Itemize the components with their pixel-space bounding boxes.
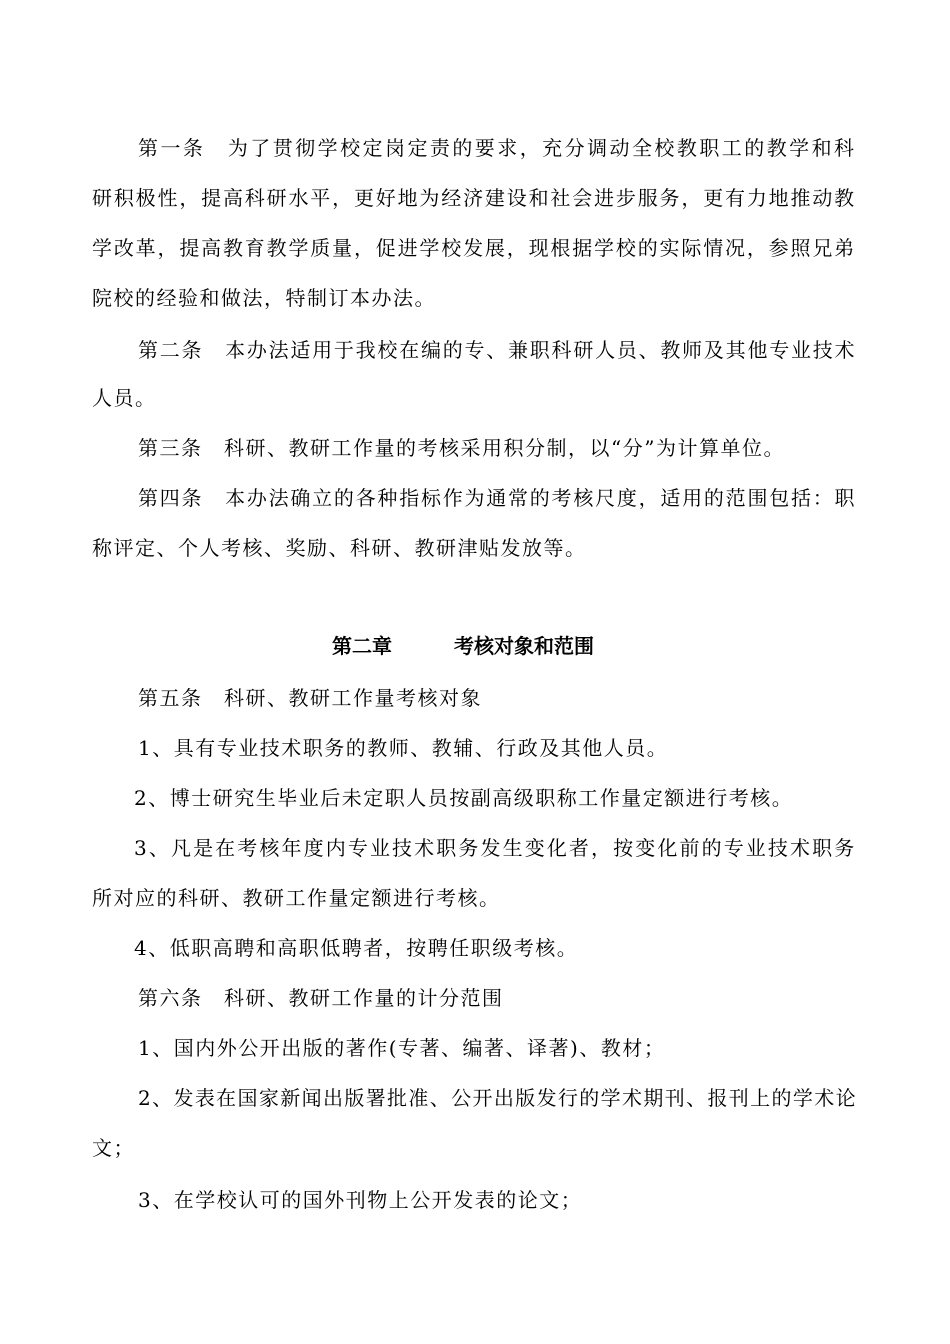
article-5-item-3-line-2: 所对应的科研、教研工作量定额进行考核。 — [92, 886, 501, 910]
article-2-line-1: 第 二 条 本 办 法 适 用 于 我 校 在 编 的 专 、 兼 职 科 研 人 员 、 教 师 及 其 他 专 业 技 术 — [138, 338, 856, 362]
article-1-line-3: 学 改 革 ， 提 高 教 育 教 学 质 量 ， 促 进 学 校 发 展 ， 现 根 据 学 校 的 实 际 情 况 ， 参 照 兄 弟 — [92, 236, 856, 260]
article-5-item-4: 4、低职高聘和高职低聘者，按聘任职级考核。 — [134, 936, 579, 960]
article-3-line-1: 第三条 科研、教研工作量的考核采用积分制，以“分”为计算单位。 — [138, 436, 785, 460]
article-1-line-4: 院校的经验和做法，特制订本办法。 — [92, 286, 436, 310]
article-5-item-2: 2、博士研究生毕业后未定职人员按副高级职称工作量定额进行考核。 — [134, 786, 794, 810]
article-5-item-1: 1、具有专业技术职务的教师、教辅、行政及其他人员。 — [138, 736, 669, 760]
article-6-line-1: 第六条 科研、教研工作量的计分范围 — [138, 986, 504, 1010]
chapter-number: 第二章 — [332, 634, 392, 658]
article-6-item-1: 1、国内外公开出版的著作(专著、编著、译著)、教材； — [138, 1036, 666, 1060]
article-5-line-1: 第五条 科研、教研工作量考核对象 — [138, 686, 482, 710]
chapter-heading — [332, 634, 594, 658]
article-6-item-2-line-1: 2 、 发 表 在 国 家 新 闻 出 版 署 批 准 、 公 开 出 版 发 行 的 学 术 期 刊 、 报 刊 上 的 学 术 论 — [138, 1086, 856, 1110]
article-1-line-1: 第 一 条 为 了 贯 彻 学 校 定 岗 定 责 的 要 求 ， 充 分 调 动 全 校 教 职 工 的 教 学 和 科 — [138, 136, 856, 160]
article-2-line-2: 人员。 — [92, 386, 157, 410]
article-6-item-3: 3、在学校认可的国外刊物上公开发表的论文； — [138, 1188, 583, 1212]
article-1-line-2: 研 积 极 性 ， 提 高 科 研 水 平 ， 更 好 地 为 经 济 建 设 和 社 会 进 步 服 务 ， 更 有 力 地 推 动 教 — [92, 186, 856, 210]
article-5-item-3-line-1: 3 、 凡 是 在 考 核 年 度 内 专 业 技 术 职 务 发 生 变 化 者 ， 按 变 化 前 的 专 业 技 术 职 务 — [134, 836, 856, 860]
article-4-line-1: 第 四 条 本 办 法 确 立 的 各 种 指 标 作 为 通 常 的 考 核 尺 度 ， 适 用 的 范 围 包 括 ： 职 — [138, 486, 856, 510]
chapter-title: 考核对象和范围 — [454, 634, 594, 658]
article-6-item-2-line-2: 文； — [92, 1136, 135, 1160]
article-4-line-2: 称评定、个人考核、奖励、科研、教研津贴发放等。 — [92, 536, 587, 560]
